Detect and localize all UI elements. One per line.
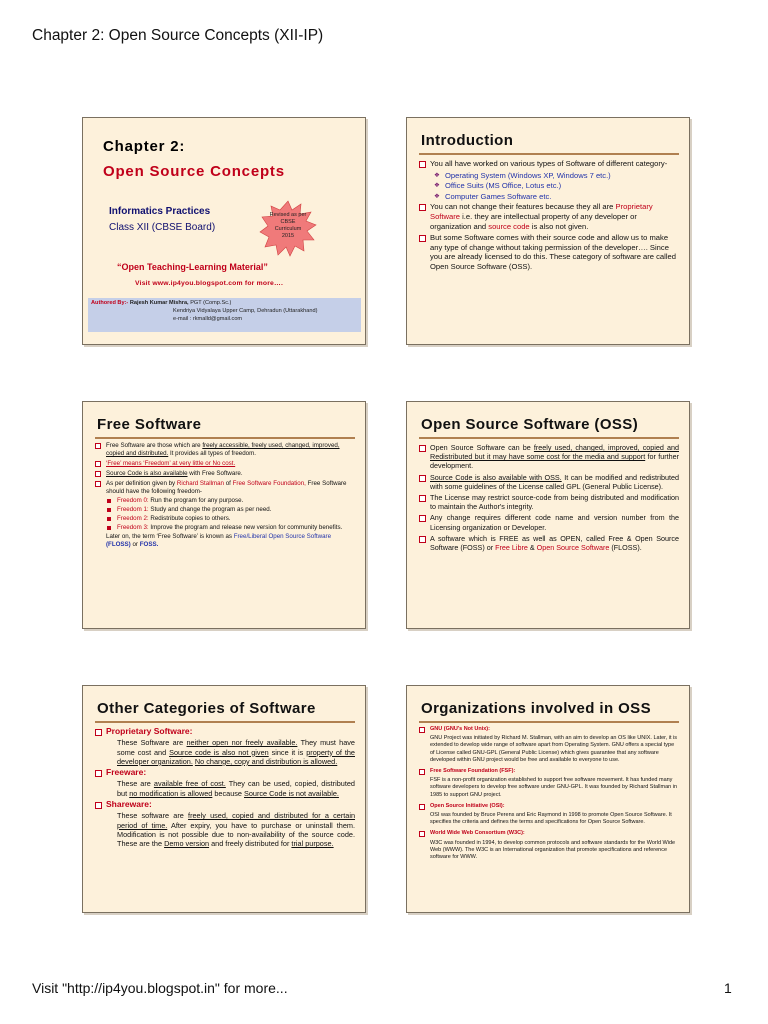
slide-introduction xyxy=(406,117,690,345)
slide4-title: Open Source Software (OSS) xyxy=(421,416,639,433)
slide-free-software xyxy=(82,401,366,629)
page-number: 1 xyxy=(724,980,732,996)
slide6-rule xyxy=(419,721,679,723)
slide1-badge-text: Revised as per CBSE Curriculum 2015 xyxy=(269,212,307,239)
slide1-subject: Informatics Practices xyxy=(109,206,211,217)
slide1-author-box: Authored By:- Rajesh Kumar Mishra, PGT (Comp.Sc.) Kendriya Vidyalaya Upper Camp, Dehradun (Uttarakhand) e-mail : rkmalld@gmail.com xyxy=(88,298,361,332)
slide2-body: You all have worked on various types of Software of different category- ❖ Operating System (Windows XP, Windows 7 etc.) ❖ Office Suits (MS Office, Lotus etc.) ❖ Computer Games Software etc. You can not change their features because they all are Proprietary Software i.e. they are intellectual property of any developer or organization and source code is also not given. But some Software comes with their source code and allow us to make any type of change without taking permission of the developer…. Since you are already licensed to do this. These category of software are called Open Source Software (OSS). xyxy=(419,159,679,274)
slide6-title: Organizations involved in OSS xyxy=(421,700,651,717)
slide4-rule xyxy=(419,437,679,439)
slide-oss xyxy=(406,401,690,629)
slide3-body: Free Software are those which are freely accessible, freely used, changed, improved, copied and distributed. It provides all types of freedom. ‘Free’ means ‘Freedom’ at very little or No cost. Source Code is also available with Free Software. As per definition given by Richard Stallman of Free Software Foundation, Free Software should have the following freedom- Freedom 0: Run the program for any purpose. Freedom 1: Study and change the program as per need. Freedom 2: Redistribute copies to others. Freedom 3: Improve the program and release new version for community benefits. Later on, the term ‘Free Software’ is known as Free/Liberal Open Source Software (FLOSS) or FOSS. xyxy=(95,442,355,551)
slide1-visit: Visit www.ip4you.blogspot.com for more…. xyxy=(135,280,284,287)
slide6-body: GNU (GNU's Not Unix): GNU Project was initiated by Richard M. Stallman, with an aim to develop an OS like UNIX. Later, it is extended to develop wide range of software apart from Operating System. GNU offers a special type of License called GNU-GPL (General Public License) which gives guarantee that any software developed within GNU project would be free and available to everyone to use. Free Software Foundation (FSF): FSF is a non-profit organization established to support free software movement. It has funded many software developers to develop free software under GNU-GPL. It was founded by Richard Stallman in 1985 to support GNU project. Open Source Initiative (OSI): OSI was founded by Bruce Perens and Eric Raymond in 1998 to promote Open Source Software. It specifies the criteria and defines the terms and specifications for Open Source Software. World Wide Web Consortium (W3C): W3C was founded in 1994, to develop common protocols and software standards for the World Wide Web (WWW). The W3C is an International organization that promote specifications and reference software for WWW. xyxy=(419,726,679,863)
slide2-rule xyxy=(419,153,679,155)
page-header xyxy=(32,27,323,45)
slide1-tagline: “Open Teaching-Learning Material” xyxy=(117,262,268,272)
slide3-title: Free Software xyxy=(97,416,202,433)
slide1-chapter: Chapter 2: xyxy=(103,138,186,155)
footer-visit-text: Visit "http://ip4you.blogspot.in" for more... xyxy=(32,980,288,996)
slide2-title: Introduction xyxy=(421,132,514,149)
slide-organizations xyxy=(406,685,690,913)
slide5-rule xyxy=(95,721,355,723)
slide1-class: Class XII (CBSE Board) xyxy=(109,222,216,233)
slide5-body: Proprietary Software: These Software are neither open nor freely available. They must have some cost and Source code is also not given since it is property of the developer organization. No change, copy and distribution is allowed. Freeware: These are available free of cost. They can be used, copied, distributed but no modification is allowed because Source Code is not available. Shareware: These software are freely used, copied and distributed for a certain period of time. After expiry, you have to purchase or uninstall them. Modification is not possible due to non-availability of the source code. These are the Demo version and freely distributed for trial purpose. xyxy=(95,727,355,851)
slide4-body: Open Source Software can be freely used, changed, improved, copied and Redistributed but it may have some cost for the media and support for further development. Source Code is also available with OSS. It can be modified and redistributed with some guidelines of the License called GPL (General Public License). The License may restrict source-code from being distributed and modification to maintain the Author's integrity. Any change requires different code name and version number from the Licensing organization or Developer. A software which is FREE as well as OPEN, called Free & Open Source Software (FOSS) or Free Libre & Open Source Software (FLOSS). xyxy=(419,443,679,554)
page-title-suffix: (XII-IP) xyxy=(274,27,324,44)
slide5-title: Other Categories of Software xyxy=(97,700,316,717)
slide3-rule xyxy=(95,437,355,439)
slide1-title: Open Source Concepts xyxy=(103,163,285,180)
slide-other-categories xyxy=(82,685,366,913)
slide-title xyxy=(82,117,366,345)
page-title: Chapter 2: Open Source Concepts xyxy=(32,27,270,44)
